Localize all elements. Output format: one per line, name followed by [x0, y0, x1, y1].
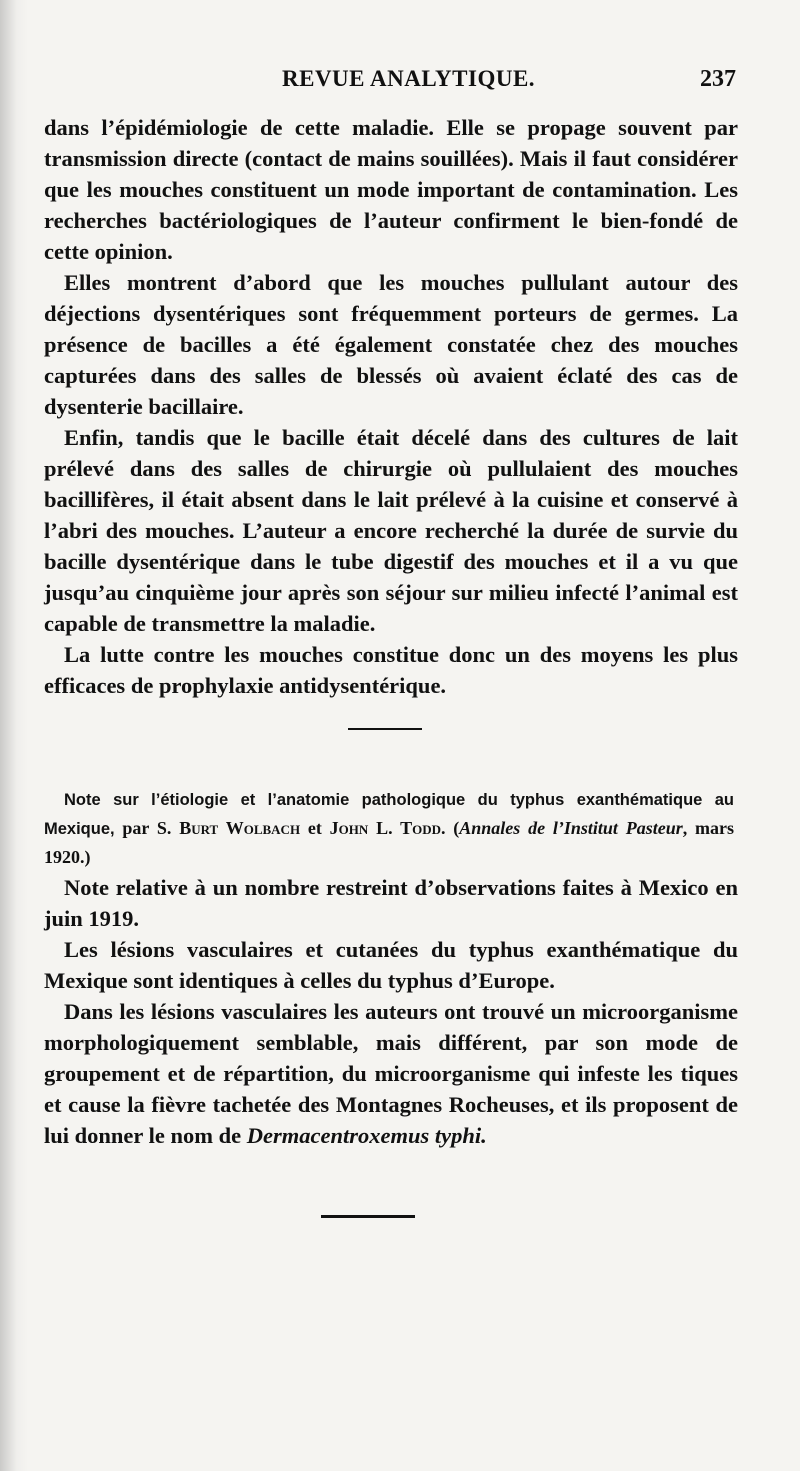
reference-open-paren: (	[453, 818, 460, 838]
reference-date: , mars 1920.)	[44, 818, 735, 867]
running-title: REVUE ANALYTIQUE.	[282, 66, 536, 91]
article-two-paragraph-1: Note relative à un nombre restreint d’observations faites à Mexico en juin 1919.	[44, 875, 738, 931]
page-number: 237	[700, 66, 736, 92]
article-two-paragraph-2: Les lésions vasculaires et cutanées du typhus exanthématique du Mexique sont identiques à celles du typhus d’Europe.	[44, 937, 738, 993]
running-head	[0, 66, 800, 106]
article-two-reference	[44, 785, 734, 871]
article-one-body	[44, 112, 738, 701]
species-name: Dermacentroxemus typhi.	[246, 1123, 487, 1148]
reference-line	[44, 785, 734, 871]
article-two-body	[44, 872, 738, 1151]
page-edge-shadow	[0, 0, 28, 1471]
section-divider	[348, 728, 422, 730]
article-one-paragraph-3: Enfin, tandis que le bacille était décelé dans des cultures de lait prélevé dans des salles de chirurgie où pullulaient des mouches bacillifères, il était absent dans le lait prélevé à la cuisine et conservé à l’abri des mouches. L’auteur a encore recherché la durée de survie du bacille dysentérique dans le tube digestif des mouches et il a vu que jusqu’au cinquième jour après son séjour sur milieu infecté l’animal est capable de transmettre la maladie.	[44, 425, 738, 636]
reference-by: par	[122, 818, 150, 838]
reference-author-two: John L. Todd.	[329, 818, 446, 838]
article-two-paragraph-3-text: Dans les lésions vasculaires les auteurs ont trouvé un microorganisme morphologiquement semblable, mais différent, par son mode de groupement et de répartition, du microorganisme qui infeste les tiques et cause la fièvre tachetée des Montagnes Rocheuses, et ils proposent de lui donner le nom de	[44, 999, 738, 1148]
article-two-paragraph-3	[44, 996, 738, 1151]
reference-and: et	[307, 818, 322, 838]
reference-author-one: S. Burt Wolbach	[156, 818, 301, 838]
article-one-paragraph-2: Elles montrent d’abord que les mouches pullulant autour des déjections dysentériques sont fréquemment porteurs de germes. La présence de bacilles a été également constatée chez des mouches capturées dans des salles de blessés où avaient éclaté des cas de dysenterie bacillaire.	[44, 270, 738, 419]
closing-divider	[321, 1215, 415, 1218]
article-one-paragraph-1: dans l’épidémiologie de cette maladie. Elle se propage souvent par transmission directe (contact de mains souillées). Mais il faut considérer que les mouches constituent un mode important de contamination. Les recherches bactériologiques de l’auteur confirment le bien-fondé de cette opinion.	[44, 115, 738, 264]
article-one-paragraph-4: La lutte contre les mouches constitue donc un des moyens les plus efficaces de prophylaxie antidysentérique.	[44, 642, 738, 698]
reference-journal: Annales de l’Institut Pasteur	[459, 818, 683, 838]
reference-title: Note sur l’étiologie et l’anatomie pathologique du typhus exanthématique au Mexique,	[44, 791, 734, 838]
